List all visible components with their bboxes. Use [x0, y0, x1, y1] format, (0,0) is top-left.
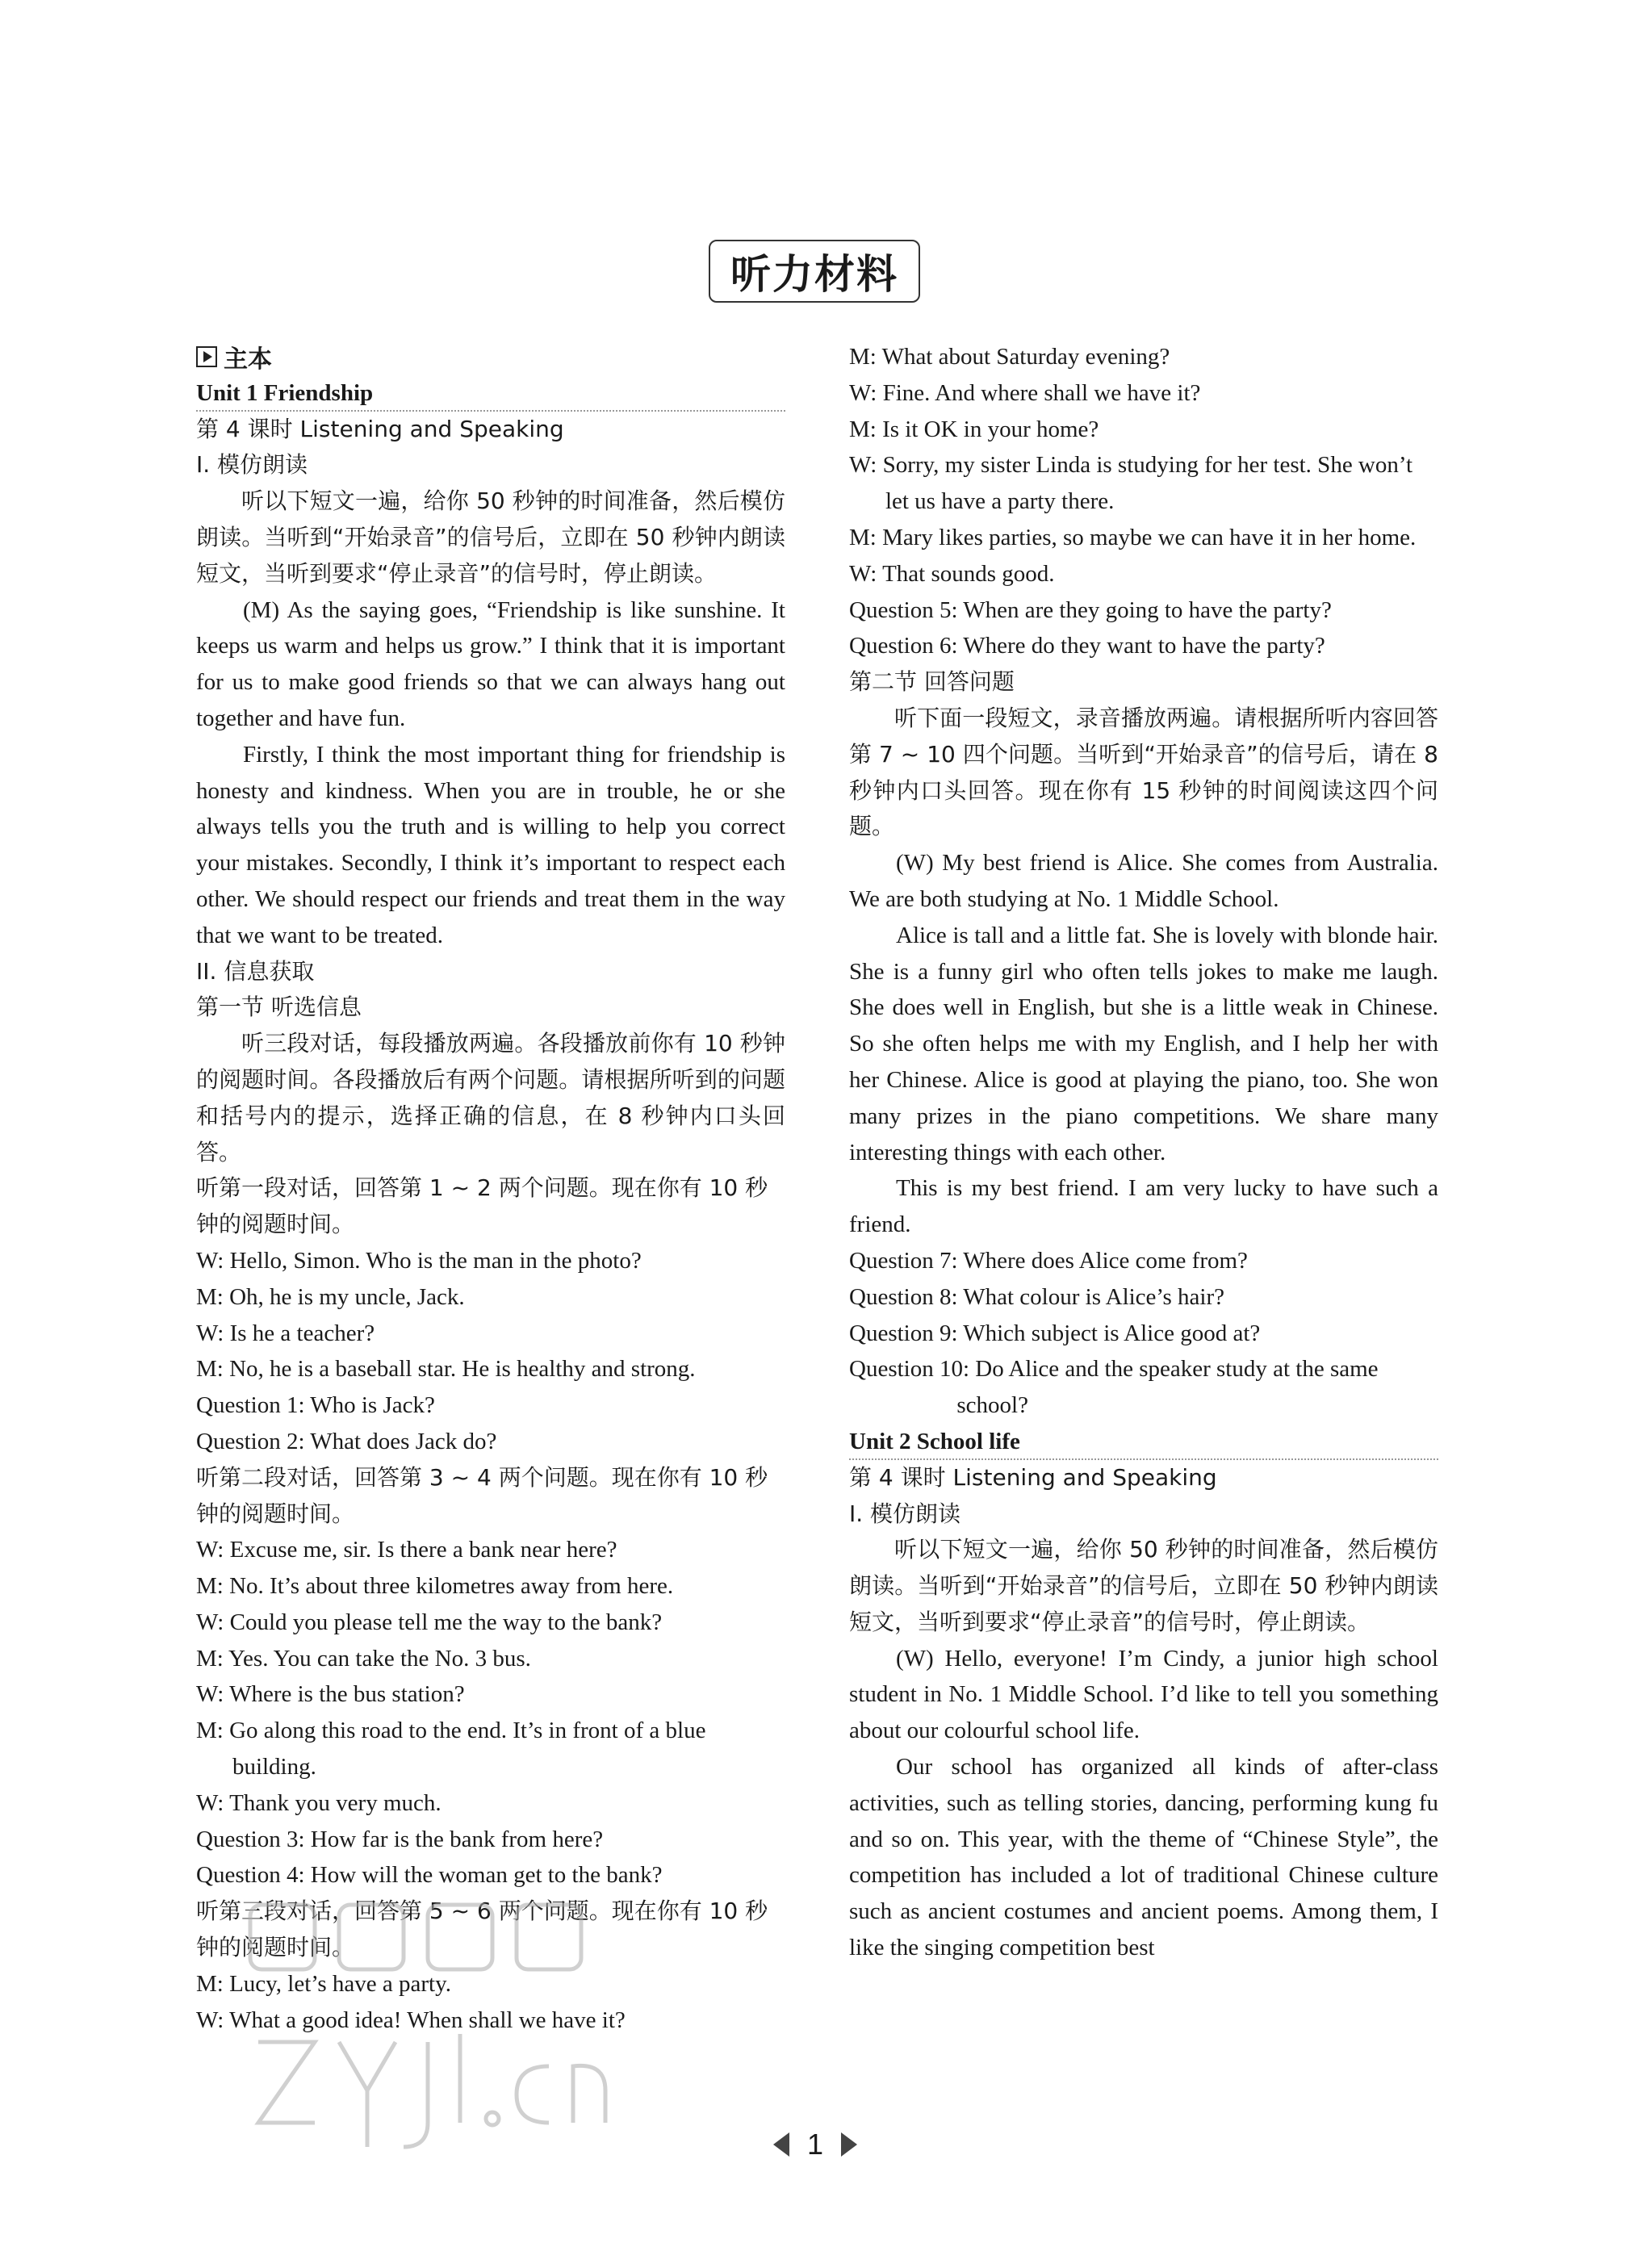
play-icon [196, 346, 217, 367]
dialogue-intro: 听第三段对话，回答第 5 ~ 6 两个问题。现在你有 10 秒钟的阅题时间。 [196, 1898, 768, 1961]
question-line: Question 4: How will the woman get to the bank? [196, 1862, 663, 1889]
dialogue-line: M: No. It’s about three kilometres away from here. [196, 1573, 674, 1600]
reading-paragraph: (W) My best friend is Alice. She comes from Australia. We are both studying at No. 1 Middle School. [849, 850, 1438, 912]
dialogue-line: W: Fine. And where shall we have it? [849, 379, 1201, 406]
dialogue-line: W: Thank you very much. [196, 1789, 442, 1816]
question-line: Question 7: Where does Alice come from? [849, 1247, 1248, 1274]
question-line: Question 10: Do Alice and the speaker study at the same school? [849, 1356, 1379, 1419]
instruction: 听三段对话，每段播放两遍。各段播放前你有 10 秒钟的阅题时间。各段播放后有两个问题。请根据所听到的问题和括号内的提示，选择正确的信息，在 8 秒钟内口头回答。 [196, 1030, 785, 1165]
lesson-heading: 第 4 课时 Listening and Speaking [849, 1463, 1217, 1491]
section-heading: 第一节 听选信息 [196, 994, 362, 1021]
dialogue-line: W: Is he a teacher? [196, 1320, 375, 1346]
dialogue-line: M: Oh, he is my uncle, Jack. [196, 1283, 465, 1310]
part-heading: II. 信息获取 [196, 957, 315, 985]
section-head-label: 主本 [224, 345, 272, 375]
instruction: 听下面一段短文，录音播放两遍。请根据所听内容回答第 7 ~ 10 四个问题。当听到“开始录音”的信号后，请在 8 秒钟内口头回答。现在你有 15 秒钟的时间阅读这四个问题。 [849, 704, 1438, 840]
question-line: Question 2: What does Jack do? [196, 1428, 497, 1454]
dialogue-line: W: Sorry, my sister Linda is studying for her test. She won’t let us have a party there. [849, 452, 1413, 515]
dialogue-line: M: Lucy, let’s have a party. [196, 1970, 451, 1997]
instruction: 听以下短文一遍，给你 50 秒钟的时间准备，然后模仿朗读。当听到“开始录音”的信号后，立即在 50 秒钟内朗读短文，当听到要求“停止录音”的信号时，停止朗读。 [849, 1536, 1438, 1635]
reading-paragraph: This is my best friend. I am very lucky to have such a friend. [849, 1175, 1438, 1238]
dialogue-line: W: Excuse me, sir. Is there a bank near here? [196, 1537, 617, 1563]
dialogue-line: M: No, he is a baseball star. He is healthy and strong. [196, 1356, 696, 1383]
right-column [849, 339, 1438, 1966]
dialogue-intro: 听第二段对话，回答第 3 ~ 4 两个问题。现在你有 10 秒钟的阅题时间。 [196, 1463, 768, 1527]
part-heading: I. 模仿朗读 [196, 451, 308, 479]
dialogue-line: W: That sounds good. [849, 560, 1055, 587]
dialogue-line: W: Could you please tell me the way to the bank? [196, 1609, 663, 1635]
dialogue-line: M: Go along this road to the end. It’s in front of a blue building. [196, 1718, 706, 1781]
reading-paragraph: (M) As the saying goes, “Friendship is like sunshine. It keeps us warm and helps us grow.” I think that it is important for us to make good friends so that we can always hang out together and have fun. [196, 596, 785, 731]
question-line: Question 8: What colour is Alice’s hair? [849, 1283, 1224, 1310]
question-line: Question 5: When are they going to have the party? [849, 596, 1332, 623]
page-number: 1 [806, 2128, 824, 2161]
reading-paragraph: Alice is tall and a little fat. She is lovely with blonde hair. She is a funny girl who often tells jokes to make me laugh. She does well in English, but she is a little weak in Chinese. So she often helps me with my English, and I help her with her Chinese. Alice is good at playing the piano, too. She won many prizes in the piano competitions. We share many interesting things with each other. [849, 922, 1438, 1165]
question-line: Question 3: How far is the bank from here? [196, 1826, 604, 1852]
next-page-icon[interactable] [841, 2132, 857, 2157]
question-line: Question 1: Who is Jack? [196, 1392, 435, 1419]
dialogue-line: W: What a good idea! When shall we have it? [196, 2006, 626, 2033]
dialogue-line: W: Hello, Simon. Who is the man in the photo? [196, 1247, 642, 1274]
question-line: Question 9: Which subject is Alice good at? [849, 1320, 1261, 1346]
lesson-heading: 第 4 课时 Listening and Speaking [196, 415, 564, 442]
dialogue-line: M: Is it OK in your home? [849, 416, 1099, 442]
reading-paragraph: Firstly, I think the most important thing for friendship is honesty and kindness. When you are in trouble, he or she always tells you the truth and is willing to help you correct your mistakes. Secondly, I think it’s important to respect each other. We should respect our friends and treat them in the way that we want to be treated. [196, 741, 785, 948]
unit-heading: Unit 1 Friendship [196, 375, 785, 412]
dialogue-line: M: Yes. You can take the No. 3 bus. [196, 1645, 531, 1672]
page-navigator [755, 2124, 876, 2165]
part-heading: I. 模仿朗读 [849, 1500, 961, 1527]
dialogue-line: M: Mary likes parties, so maybe we can have it in her home. [849, 524, 1417, 550]
left-column [196, 339, 785, 2038]
unit-heading: Unit 2 School life [849, 1424, 1438, 1460]
page-title: 听力材料 [709, 240, 920, 303]
dialogue-line: W: Where is the bus station? [196, 1681, 465, 1708]
previous-page-icon[interactable] [773, 2132, 789, 2157]
question-line: Question 6: Where do they want to have the party? [849, 633, 1325, 659]
section-heading: 第二节 回答问题 [849, 668, 1015, 696]
dialogue-line: M: What about Saturday evening? [849, 344, 1170, 370]
dialogue-intro: 听第一段对话，回答第 1 ~ 2 两个问题。现在你有 10 秒钟的阅题时间。 [196, 1174, 768, 1238]
instruction: 听以下短文一遍，给你 50 秒钟的时间准备，然后模仿朗读。当听到“开始录音”的信号后，立即在 50 秒钟内朗读短文，当听到要求“停止录音”的信号时，停止朗读。 [196, 487, 785, 587]
reading-paragraph: Our school has organized all kinds of after-class activities, such as telling stories, dancing, performing kung fu and so on. This year, with the theme of “Chinese Style”, the competition has included a lot of traditional Chinese culture such as ancient costumes and ancient poems. Among them, I like the singing competition best [849, 1754, 1438, 1961]
reading-paragraph: (W) Hello, everyone! I’m Cindy, a junior high school student in No. 1 Middle School. I’d like to tell you something about our colourful school life. [849, 1645, 1438, 1744]
section-head [196, 339, 785, 375]
